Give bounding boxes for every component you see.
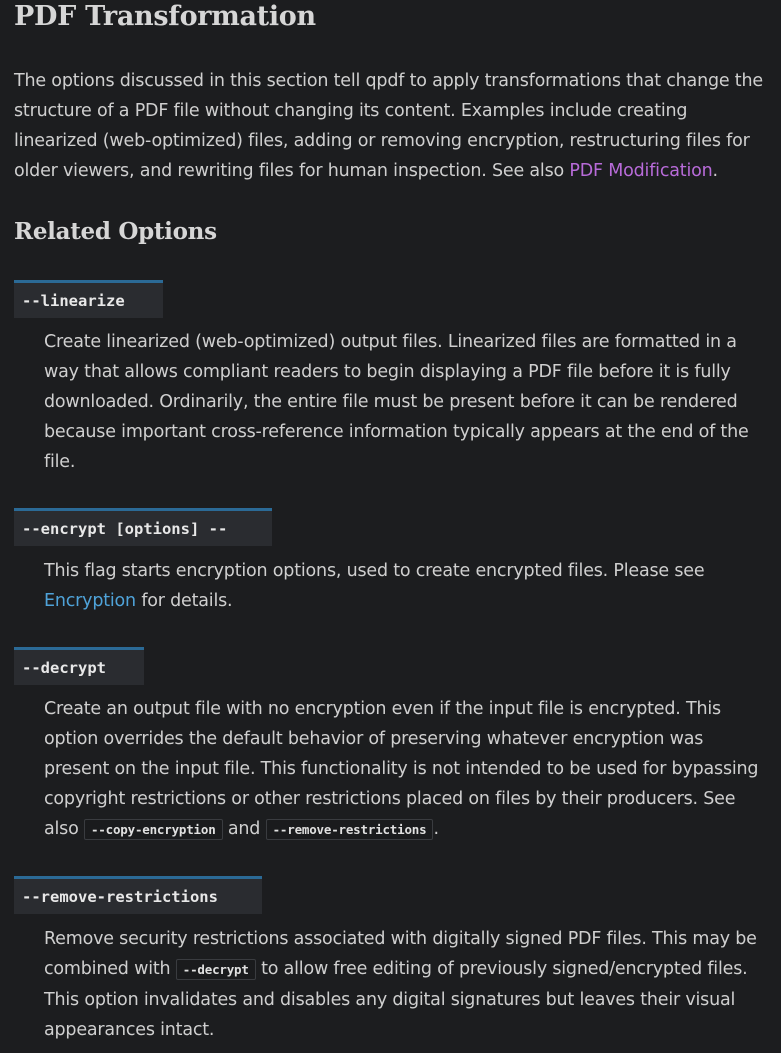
intro-paragraph: [14, 66, 766, 186]
option-remove-restrictions-description: [44, 924, 768, 1045]
encryption-link[interactable]: Encryption: [44, 591, 136, 611]
related-options-heading: Related Options: [14, 218, 217, 245]
decrypt-desc-mid: and: [222, 819, 266, 839]
option-remove-restrictions-signature: --remove-restrictions: [14, 876, 262, 914]
option-encrypt-description: [44, 556, 768, 616]
intro-text: The options discussed in this section tell qpdf to apply transformations that change the structure of a PDF file without changing its content. Examples include creating linearized (web-optimized) files, adding or removing encryption, restructuring files for older viewers, and rewriting files for human inspection. See also: [14, 71, 763, 181]
decrypt-desc-text: Create an output file with no encryption even if the input file is encrypted. This option overrides the default behavior of preserving whatever encryption was present on the input file. This functionality is not intended to be used for bypassing copyright restrictions or other restrictions placed on files by their producers. See also: [44, 699, 759, 839]
decrypt-desc-end: .: [433, 819, 439, 839]
encrypt-desc-end: for details.: [135, 591, 233, 611]
encrypt-desc-text: This flag starts encryption options, used to create encrypted files. Please see: [44, 561, 705, 581]
remove-restrictions-desc-end: to allow free editing of previously signed/encrypted files. This option invalidates and disables any digital signatures but leaves their visual appearances intact.: [44, 959, 748, 1040]
option-linearize-description: Create linearized (web-optimized) output files. Linearized files are formatted in a way that allows compliant readers to begin displaying a PDF file before it is fully downloaded. Ordinarily, the entire file must be present before it can be rendered because important cross-reference information typically appears at the end of the file.: [44, 332, 749, 472]
remove-restrictions-desc-text: Remove security restrictions associated with digitally signed PDF files. This may be combined with: [44, 929, 757, 979]
copy-encryption-code: --copy-encryption: [84, 819, 223, 840]
page-title: PDF Transformation: [14, 1, 316, 32]
option-decrypt-description: [44, 694, 768, 845]
option-encrypt-signature: --encrypt [options] --: [14, 508, 272, 546]
option-linearize-signature: --linearize: [14, 280, 163, 318]
remove-restrictions-code: --remove-restrictions: [266, 819, 434, 840]
decrypt-code: --decrypt: [176, 959, 256, 980]
option-decrypt-signature: --decrypt: [14, 647, 144, 685]
intro-end: .: [712, 161, 718, 181]
pdf-modification-link[interactable]: PDF Modification: [569, 161, 713, 181]
